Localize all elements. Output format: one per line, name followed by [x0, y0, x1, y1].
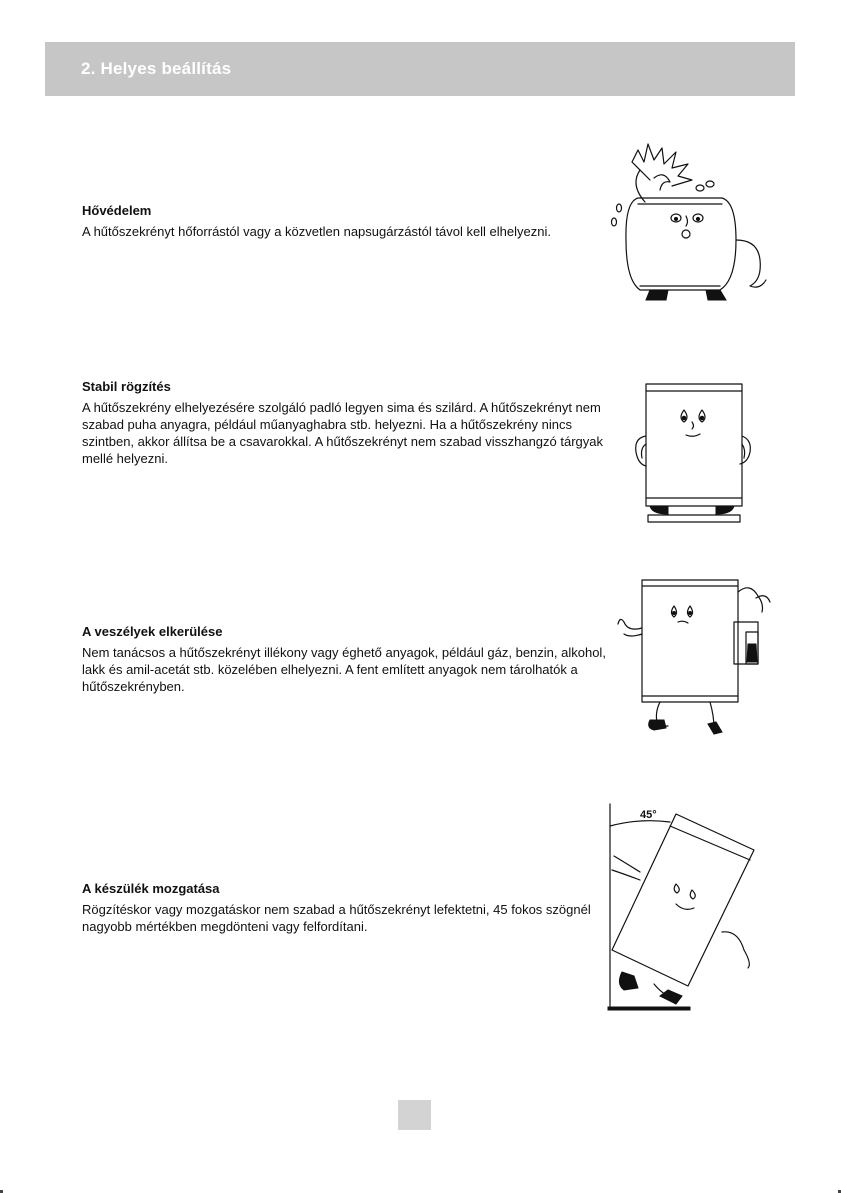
section-heading: A veszélyek elkerülése — [82, 624, 223, 639]
hazard-fridge-illustration — [610, 572, 780, 737]
page-number-box — [398, 1100, 431, 1130]
section-title: 2. Helyes beállítás — [81, 59, 232, 78]
tilted-fridge-illustration — [604, 800, 784, 1018]
section-stable-placement — [82, 378, 622, 467]
section-body: A hűtőszekrényt hőforrástól vagy a közvetlen napsugárzástól távol kell elhelyezni. — [82, 224, 551, 239]
section-avoid-hazards — [82, 623, 622, 695]
section-heading: Hővédelem — [82, 203, 152, 218]
section-heading: A készülék mozgatása — [82, 881, 220, 896]
section-body: A hűtőszekrény elhelyezésére szolgáló padló legyen sima és szilárd. A hűtőszekrényt nem szabad puha anyagra, például műanyaghabra stb. helyezni. Ha a hűtőszekrény nincs szintben, akkor állítsa be a csavarokkal. A hűtőszekrényt nem szabad visszhangzó tárgyak mellé helyezni. — [82, 400, 603, 466]
section-moving-appliance — [82, 880, 622, 935]
section-body: Rögzítéskor vagy mozgatáskor nem szabad a hűtőszekrényt lefektetni, 45 fokos szögnél nagyobb mértékben megdönteni vagy felfordítani. — [82, 902, 591, 934]
section-heading: Stabil rögzítés — [82, 379, 171, 394]
section-heat-protection — [82, 202, 622, 240]
section-header — [45, 42, 795, 96]
hot-fridge-illustration — [610, 140, 780, 315]
angle-label: 45° — [640, 809, 657, 821]
stable-fridge-illustration — [604, 378, 744, 528]
section-body: Nem tanácsos a hűtőszekrényt illékony vagy éghető anyagok, például gáz, benzin, alkohol, lakk és amil-acetát stb. közelében elhelyezni. A fent említett anyagok nem tárolhatók a hűtőszekrényben. — [82, 645, 606, 694]
